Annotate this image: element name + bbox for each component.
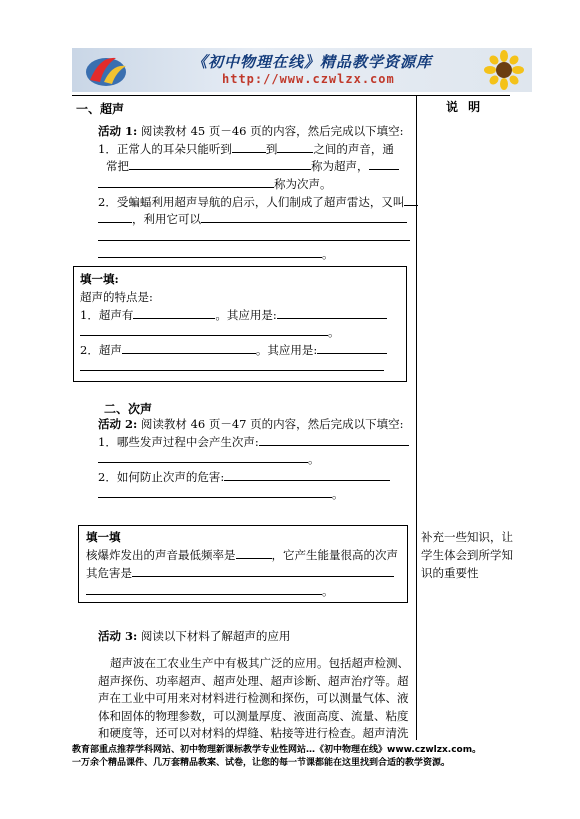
blank-fill2-1[interactable] xyxy=(236,547,272,559)
q2-text-a: 2．受蝙蝠利用超声导航的启示，人们制成了超声雷达，又叫 xyxy=(98,195,405,209)
blank-q1-5[interactable] xyxy=(98,176,274,188)
fill1-item1-b: 。其应用是: xyxy=(215,308,277,322)
fill1-item1-a: 1．超声有 xyxy=(80,308,134,322)
activity1-q2-line1 xyxy=(98,194,418,211)
frame-top-line xyxy=(72,95,510,96)
activity3-intro xyxy=(98,628,290,645)
activity1-q1-line1 xyxy=(98,141,394,158)
activity1-text: 阅读教材 45 页－46 页的内容，然后完成以下填空: xyxy=(140,124,404,138)
blank-fill1-3[interactable] xyxy=(80,324,328,336)
side-note: 补充一些知识，让学生体会到所学知识的重要性 xyxy=(421,530,513,580)
blank-q1-1[interactable] xyxy=(232,141,266,153)
fill2-line2-text: 其危害是 xyxy=(86,566,132,580)
q1-text-d: 常把 xyxy=(106,159,129,173)
side-column-title: 说 明 xyxy=(446,100,484,114)
fill2-line2 xyxy=(86,565,394,582)
blank-act2-3[interactable] xyxy=(224,469,390,481)
activity2-q1 xyxy=(98,434,409,451)
fill1-item1 xyxy=(80,307,387,324)
activity3-para-line1: 超声波在工农业生产中有极其广泛的应用。包括超声检测、 xyxy=(110,656,409,670)
activity2-text: 阅读教材 46 页－47 页的内容，然后完成以下填空: xyxy=(140,417,404,431)
activity3-para-line5: 和硬度等，还可以对材料的焊缝、粘接等进行检查。超声清洗 xyxy=(98,726,409,740)
frame-column-divider xyxy=(416,95,417,740)
fill1-title: 填一填: xyxy=(80,272,119,286)
blank-fill1-6[interactable] xyxy=(80,359,384,371)
banner-url[interactable]: http://www.czwlzx.com xyxy=(222,72,395,86)
blank-fill2-3[interactable] xyxy=(86,583,322,595)
activity1-q1-line2 xyxy=(106,158,399,175)
blank-act2-4[interactable] xyxy=(98,486,332,498)
fill2-end: 。 xyxy=(322,584,334,598)
blank-fill1-2[interactable] xyxy=(277,307,387,319)
activity1-intro xyxy=(98,123,404,140)
blank-q2-5[interactable] xyxy=(98,246,322,258)
activity2-q1-end: 。 xyxy=(308,452,320,466)
activity2-label: 活动 2: xyxy=(98,417,138,431)
activity2-intro xyxy=(98,416,404,433)
blank-fill1-5[interactable] xyxy=(317,342,387,354)
blank-q2-3[interactable] xyxy=(201,211,407,223)
activity2-q2 xyxy=(98,469,390,486)
footer-line-1: 教育部重点推荐学科网站、初中物理新课标教学专业性网站…《初中物理在线》www.czwlzx.com。 xyxy=(72,745,482,755)
fill1-subtitle: 超声的特点是: xyxy=(80,290,153,304)
fill2-line1 xyxy=(86,547,398,564)
activity3-text: 阅读以下材料了解超声的应用 xyxy=(140,629,291,643)
fill2-line1-a: 核爆炸发出的声音最低频率是 xyxy=(86,548,236,562)
q1-text-a: 1．正常人的耳朵只能听到 xyxy=(98,142,232,156)
fill1-item2-a: 2．超声 xyxy=(80,343,122,357)
q1-text-c: 之间的声音，通 xyxy=(313,142,394,156)
banner-title: 《初中物理在线》精品教学资源库 xyxy=(192,53,433,71)
blank-fill1-1[interactable] xyxy=(133,307,215,319)
q1-text-e: 称为超声， xyxy=(311,159,369,173)
fill1-item2-cont xyxy=(80,359,384,376)
site-logo-icon xyxy=(82,50,130,90)
activity2-q2-text: 2．如何防止次声的危害: xyxy=(98,470,225,484)
blank-act2-2[interactable] xyxy=(98,451,308,463)
activity1-label: 活动 1: xyxy=(98,124,138,138)
activity1-q2-line2 xyxy=(98,211,407,228)
activity3-para-line3: 声在工业中可用来对材料进行检测和探伤，可以测量气体、液 xyxy=(98,691,409,705)
activity1-q1-line3 xyxy=(98,176,332,193)
q2-text-b: ，利用它可以 xyxy=(132,212,201,226)
blank-q1-4[interactable] xyxy=(369,158,399,170)
blank-fill2-2[interactable] xyxy=(132,565,394,577)
activity1-q2-line4 xyxy=(98,246,334,263)
footer-line-2: 一万余个精品课件、几万套精品教案、试卷，让您的每一节课都能在这里找到合适的教学资源。 xyxy=(72,758,451,768)
activity3-label: 活动 3: xyxy=(98,629,138,643)
fill1-end: 。 xyxy=(328,325,340,339)
activity2-q2-end: 。 xyxy=(332,487,344,501)
blank-q1-3[interactable] xyxy=(129,158,311,170)
fill2-line3 xyxy=(86,583,334,600)
q1-text-f: 称为次声。 xyxy=(274,177,332,191)
activity2-q1-text: 1．哪些发声过程中会产生次声: xyxy=(98,435,259,449)
blank-q2-1[interactable] xyxy=(404,194,418,206)
blank-q2-4[interactable] xyxy=(98,229,410,241)
fill1-item2 xyxy=(80,342,387,359)
activity3-para-line4: 体和固体的物理参数，可以测量厚度、液面高度、流量、粘度 xyxy=(98,709,409,723)
header-banner xyxy=(72,48,532,92)
fill1-item1-cont xyxy=(80,324,340,341)
q2-end: 。 xyxy=(322,247,334,261)
blank-fill1-4[interactable] xyxy=(122,342,256,354)
section-title-ultrasound: 一、超声 xyxy=(76,102,125,116)
activity2-q1-cont xyxy=(98,451,320,468)
blank-q1-2[interactable] xyxy=(277,141,313,153)
activity2-q2-cont xyxy=(98,486,344,503)
q1-text-b: 到 xyxy=(265,142,278,156)
fill1-item2-b: 。其应用是: xyxy=(255,343,318,357)
activity3-para-line2: 超声探伤、功率超声、超声处理、超声诊断、超声治疗等。超 xyxy=(98,674,409,688)
sunflower-icon xyxy=(484,50,524,90)
blank-q2-2[interactable] xyxy=(98,211,132,223)
activity1-q2-line3 xyxy=(98,229,410,246)
fill2-title: 填一填 xyxy=(86,530,121,544)
section-title-infrasound: 二、次声 xyxy=(104,402,153,416)
blank-act2-1[interactable] xyxy=(259,434,409,446)
fill2-line1-b: ，它产生能量很高的次声 xyxy=(271,548,398,562)
